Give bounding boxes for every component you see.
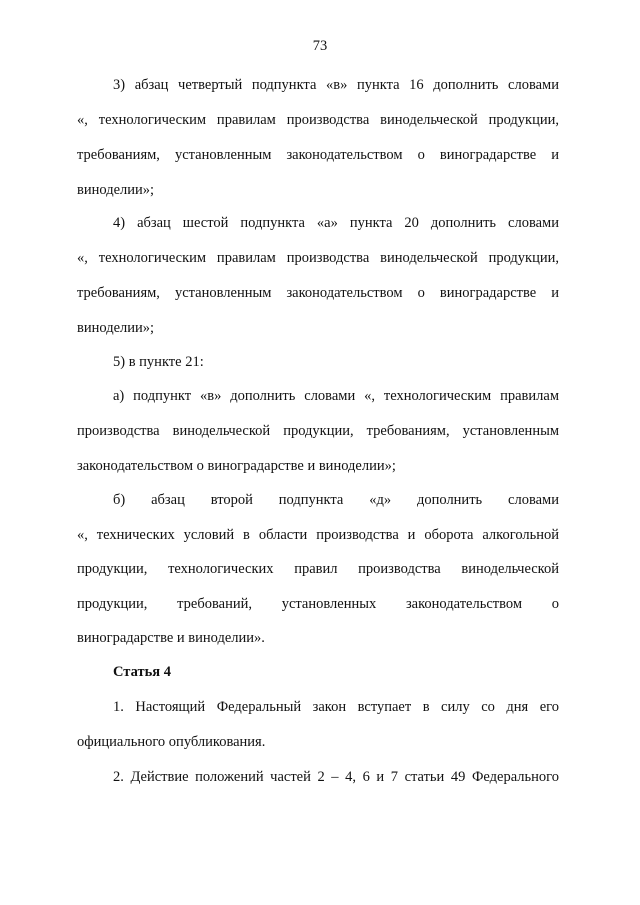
- page-number: 73: [312, 38, 328, 54]
- text-line: «, технических условий в области производства и оборота алкогольной: [77, 527, 559, 543]
- text-line: законодательством о виноградарстве и виноделии»;: [77, 458, 396, 474]
- text-line: «, технологическим правилам производства винодельческой продукции,: [77, 112, 559, 128]
- text-line: виноделии»;: [77, 320, 155, 336]
- section-heading: Статья 4: [113, 664, 171, 680]
- text-line: продукции, технологических правил производства винодельческой: [77, 561, 559, 577]
- text-line: а) подпункт «в» дополнить словами «, технологическим правилам: [113, 388, 559, 404]
- text-line: 5) в пункте 21:: [113, 354, 204, 370]
- text-line: продукции, требований, установленных законодательством о: [77, 596, 559, 612]
- text-line: б) абзац второй подпункта «д» дополнить словами: [113, 492, 559, 508]
- text-line: виноградарстве и виноделии».: [77, 630, 265, 646]
- text-line: 2. Действие положений частей 2 – 4, 6 и 7 статьи 49 Федерального: [113, 769, 559, 785]
- text-line: 1. Настоящий Федеральный закон вступает в силу со дня его: [113, 699, 559, 715]
- text-line: официального опубликования.: [77, 734, 266, 750]
- text-line: 3) абзац четвертый подпункта «в» пункта 16 дополнить словами: [113, 77, 559, 93]
- text-line: требованиям, установленным законодательством о виноградарстве и: [77, 285, 559, 301]
- text-line: 4) абзац шестой подпункта «а» пункта 20 дополнить словами: [113, 215, 559, 231]
- text-line: «, технологическим правилам производства винодельческой продукции,: [77, 250, 559, 266]
- text-line: требованиям, установленным законодательством о виноградарстве и: [77, 147, 559, 163]
- text-line: виноделии»;: [77, 182, 155, 198]
- text-line: производства винодельческой продукции, требованиям, установленным: [77, 423, 559, 439]
